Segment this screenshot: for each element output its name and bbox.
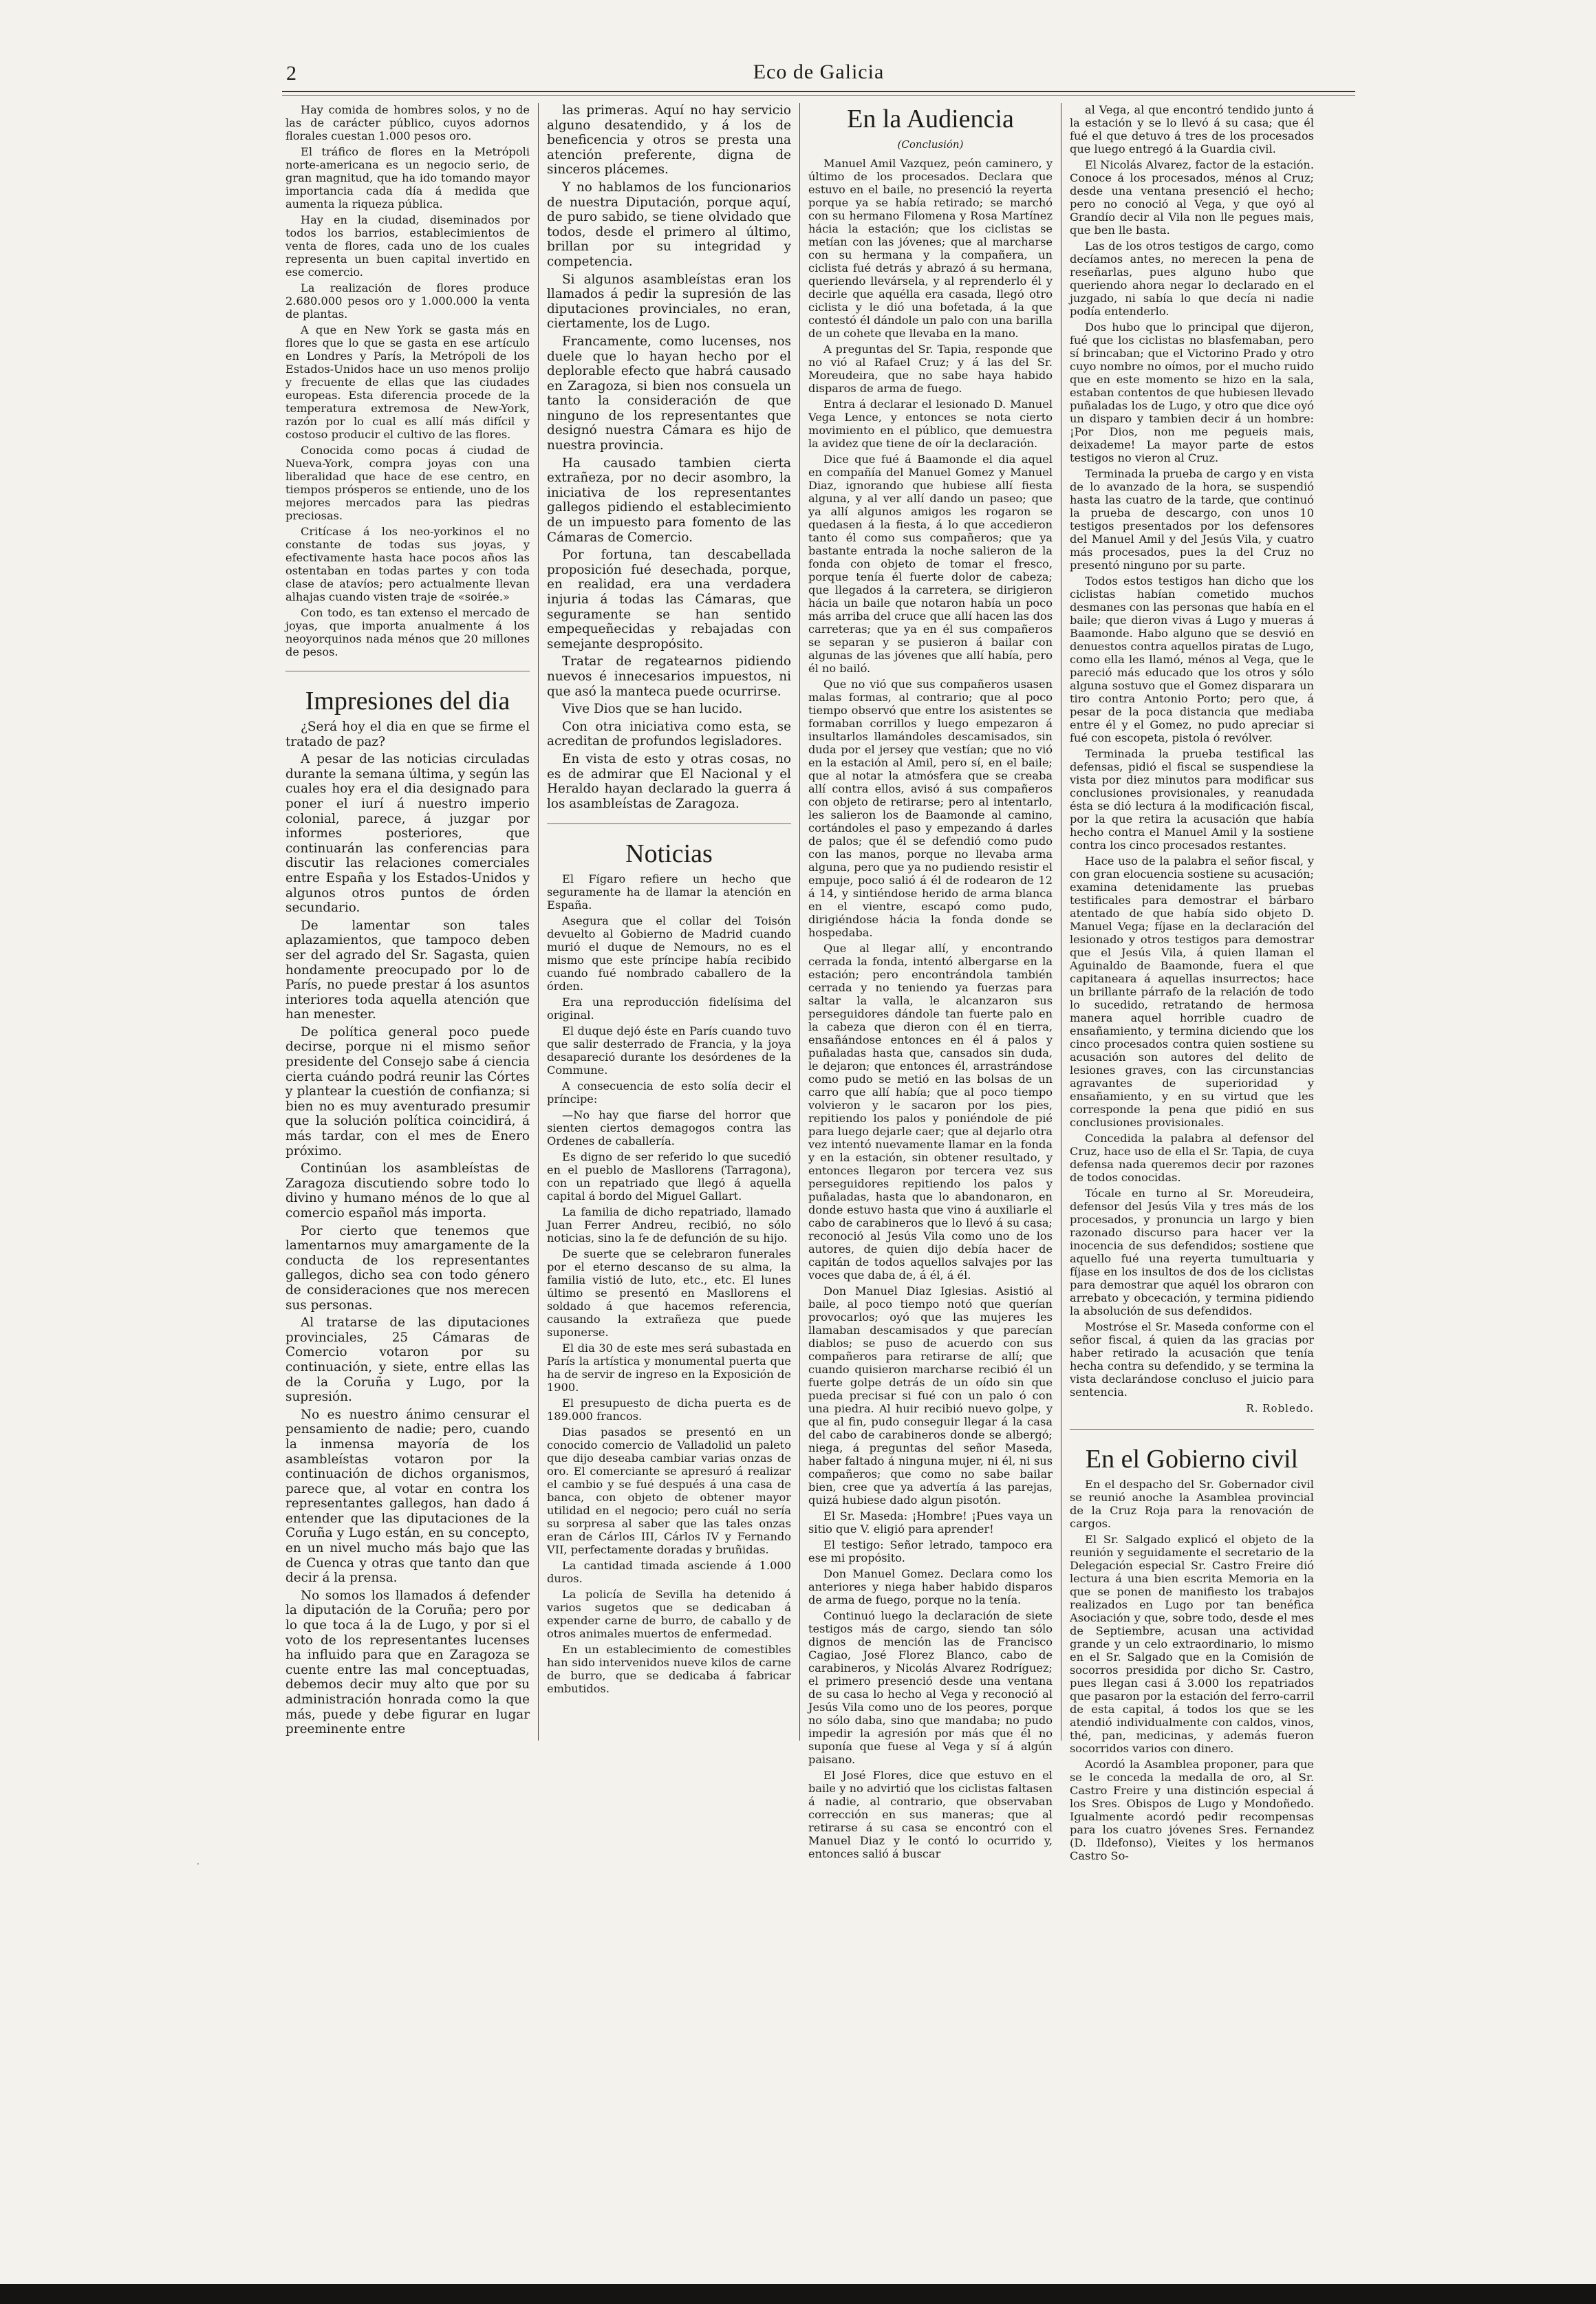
paragraph: —No hay que fiarse del horror que sienten ciertos demagogos contra las Ordenes de caballería. xyxy=(547,1108,791,1148)
article-signature: R. Robledo. xyxy=(1246,1402,1314,1414)
paragraph: Tócale en turno al Sr. Moreudeira, defensor del Jesús Vila y tres más de los procesados, y pronuncia un largo y bien razonado discurso para hacer ver la inocencia de sus defendidos; sostiene que aquello fué una reyerta tumultuaria y fíjase en los insultos de dos de los ciclistas para demostrar que aquél los obraron con arrebato y obcecación, y termina pidiendo la absolución de sus defendidos. xyxy=(1070,1187,1314,1317)
column-1 xyxy=(285,103,530,1740)
gobierno-section xyxy=(1070,1429,1314,1475)
impresiones-section xyxy=(285,671,530,717)
paragraph: Hay comida de hombres solos, y no de las de carácter público, cuyos adornos florales cuestan 1.000 pesos oro. xyxy=(285,103,530,142)
paragraph: Si algunos asambleístas eran los llamados á pedir la supresión de las diputaciones provinciales, no eran, ciertamente, los de Lugo. xyxy=(547,272,791,332)
paragraph: El José Flores, dice que estuvo en el baile y no advirtió que los ciclistas faltasen á nadie, al contrario, que observaban corrección en sus maneras; que al retirarse á su casa se encontró con el Manuel Diaz y le contó lo ocurrido y, entonces salió á buscar xyxy=(808,1768,1053,1860)
col1-intro xyxy=(285,103,530,658)
paragraph: Con otra iniciativa como esta, se acreditan de profundos legisladores. xyxy=(547,719,791,749)
paragraph: Es digno de ser referido lo que sucedió en el pueblo de Masllorens (Tarragona), con un repatriado que llegó á aquella capital á bordo del Miguel Gallart. xyxy=(547,1150,791,1203)
paragraph: En un establecimiento de comestibles han sido intervenidos nueve kilos de carne de burro, que se dedicaba á fabricar embutidos. xyxy=(547,1643,791,1696)
paragraph: Que no vió que sus compañeros usasen malas formas, al contrario; que al poco tiempo observó que entre los asistentes se formaban corrillos y luego empezaron á insultarlos llamándoles descamisados, sin duda por el jersey que vestían; que no vió en la estación al Amil, pero sí, en el baile; que al notar la atmósfera que se creaba allí contra ellos, avisó á sus compañeros con objeto de retirarse; pero al intentarlo, les salieron los de Baamonde al camino, cortándoles el paso y empezando á darles de palos; que él se defendió como pudo con las manos, porque no llevaba arma alguna, pero que ya no pudiendo resistir el empuje, poco salió á él de rodearon de 12 á 14, y sintiéndose herido de arma blanca en el vientre, escapó como pudo, dirigiéndose hácia la fonda donde se hospedaba. xyxy=(808,677,1053,939)
paragraph: A pesar de las noticias circuladas durante la semana última, y según las cuales hoy era el dia designado para poner el iurí á nuestro imperio colonial, parece, á juzgar por informes posteriores, que continuarán las conferencias para discutir las relaciones comerciales entre España y los Estados-Unidos y algunos otros puntos de órden secundario. xyxy=(285,752,530,916)
paragraph: Mostróse el Sr. Maseda conforme con el señor fiscal, á quien da las gracias por haber retirado la acusación que tenía hecha contra su defendido, y se termina la vista declarándose concluso el juicio para sentencia. xyxy=(1070,1320,1314,1399)
paragraph: El dia 30 de este mes será subastada en París la artística y monumental puerta que ha de servir de ingreso en la Exposición de 1900. xyxy=(547,1342,791,1395)
paragraph: Con todo, es tan extenso el mercado de joyas, que importa anualmente á los neoyorquinos nada ménos que 20 millones de pesos. xyxy=(285,606,530,658)
paragraph: Critícase á los neo-yorkinos el no constante de todas sus joyas, y efectivamente hasta hace pocos años las ostentaban en todas partes y con toda clase de atavíos; pero actualmente llevan alhajas cuando visten traje de «soirée.» xyxy=(285,525,530,603)
paragraph: La cantidad timada asciende á 1.000 duros. xyxy=(547,1559,791,1586)
paragraph: No somos los llamados á defender la diputación de la Coruña; pero por lo que toca á la de Lugo, y por si el voto de los representantes lucenses ha influido para que en Zaragoza se cuente entre las mal conceptuadas, debemos decir muy alto que por su administración honrada como la que más, puede y debe figurar en lugar preeminente entre xyxy=(285,1588,530,1737)
paragraph: El Sr. Salgado explicó el objeto de la reunión y seguidamente el secretario de la Delegación especial Sr. Castro Freire dió lectura á una bien escrita Memoria en la que se ponen de manifiesto los trabajos realizados en Lugo por tan benéfica Asociación y que, sobre todo, desde el mes de Septiembre, acusan una actividad grande y un celo extraordinario, lo mismo en el Sr. Salgado que en la Comisión de socorros presidida por dicho Sr. Castro, pues llegan casi á 3.000 los repatriados que pasaron por la estación del ferro-carril de esta capital, á todos los que se les atendió individualmente con caldos, vinos, thé, pan, medicinas, y además fueron socorridos varios con dinero. xyxy=(1070,1532,1314,1755)
page-bottom-edge xyxy=(0,2284,1596,2304)
paragraph: De política general poco puede decirse, porque ni el mismo señor presidente del Consejo sabe á ciencia cierta cuándo podrá reunir las Córtes y plantear la cuestión de confianza; si bien no es muy aventurado presumir que la solución política coincidirá, á más tardar, con el mes de Enero próximo. xyxy=(285,1024,530,1159)
paragraph: al Vega, al que encontró tendido junto á la estación y se lo llevó á su casa; que él fué el que detuvo á tres de los procesados que luego entregó á la Guardia civil. xyxy=(1070,103,1314,155)
col1-body xyxy=(285,720,530,1737)
paragraph: Terminada la prueba de cargo y en vista de lo avanzado de la hora, se suspendió hasta las cuatro de la tarde, que continuó la prueba de descargo, con unos 10 testigos presentados por los defensores del Manuel Amil y del Jesús Vila, y cuatro más procesados, pues la del Cruz no presentó ninguno por su parte. xyxy=(1070,467,1314,572)
paragraph: No es nuestro ánimo censurar el pensamiento de nadie; pero, cuando la inmensa mayoría de los asambleístas votaron por la continuación de dichos organismos, parece que, al votar en contra los representantes gallegos, han dado á entender que las diputaciones de la Coruña y Lugo están, en su concepto, en un nivel mucho más bajo que las de Cuenca y otras que tanto dan que decir á la prensa. xyxy=(285,1407,530,1586)
paragraph: El tráfico de flores en la Metrópoli norte-americana es un negocio serio, de gran magnitud, que ha ido tomando mayor importancia cada día á medida que aumenta la riqueza pública. xyxy=(285,145,530,211)
paragraph: Tratar de regatearnos pidiendo nuevos é innecesarios impuestos, ni que asó la manteca puede ocurrirse. xyxy=(547,654,791,699)
paragraph: El testigo: Señor letrado, tampoco era ese mi propósito. xyxy=(808,1538,1053,1564)
paragraph: las primeras. Aquí no hay servicio alguno desatendido, y á los de beneficencia y otros se presta una atención preferente, digna de sinceros plácemes. xyxy=(547,103,791,177)
paragraph: En vista de esto y otras cosas, no es de admirar que El Nacional y el Heraldo hayan declarado la guerra á los asambleístas de Zaragoza. xyxy=(547,751,791,811)
paragraph: De suerte que se celebraron funerales por el eterno descanso de su alma, la familia vistió de luto, etc., etc. El lunes último se presentó en Masllorens el soldado á que hacemos referencia, causando la extrañeza que puede suponerse. xyxy=(547,1247,791,1339)
col2-body xyxy=(547,103,791,811)
column-rule xyxy=(538,103,539,1741)
paragraph: De lamentar son tales aplazamientos, que tampoco deben ser del agrado del Sr. Sagasta, quien hondamente preocupado por lo de París, no puede prestar á los asuntos interiores toda aquella atención que han menester. xyxy=(285,918,530,1022)
paragraph: Don Manuel Gomez. Declara como los anteriores y niega haber habido disparos de arma de fuego, porque no la tenía. xyxy=(808,1566,1053,1606)
column-4 xyxy=(1070,103,1314,1865)
paragraph: Concedida la palabra al defensor del Cruz, hace uso de ella el Sr. Tapia, de cuya defensa nada queremos decir por razones de todos conocidas. xyxy=(1070,1132,1314,1184)
paragraph: Por fortuna, tan descabellada proposición fué desechada, porque, en realidad, era una verdadera injuria á todas las Cámaras, que seguramente se han sentido empequeñecidas y rebajadas con semejante despropósito. xyxy=(547,548,791,652)
section-title-gobierno-civil: En el Gobierno civil xyxy=(1085,1444,1299,1474)
paragraph: Dos hubo que lo principal que dijeron, fué que los ciclistas no blasfemaban, pero sí brincaban; que el Victorino Prado y otro cuyo nombre no oímos, por el mucho ruido que en este momento se hizo en la sala, estaban contentos de que hubiesen llevado puñaladas los de Lugo, y otro que dice oyó un disparo y tambien decir á un hombre: ¡Por Dios, non me pegueis mais, deixademe! La mayor parte de estos testigos no vieron al Cruz. xyxy=(1070,321,1314,464)
section-title-audiencia: En la Audiencia xyxy=(847,105,1014,133)
paragraph: A preguntas del Sr. Tapia, responde que no vió al Rafael Cruz; y á las del Sr. Moreudeira, que no sabe haya habido disparos de arma de fuego. xyxy=(808,342,1053,395)
paragraph: La policía de Sevilla ha detenido á varios sugetos que se dedicaban á expender carne de burro, de caballo y de otros animales muertos de enfermedad. xyxy=(547,1588,791,1641)
paragraph: El Nicolás Alvarez, factor de la estación. Conoce á los procesados, ménos al Cruz; desde una ventana presenció el hecho; pero no conoció al Vega, y que oyó al Grandío decir al Vila non lle pegues mais, que ben lle basta. xyxy=(1070,158,1314,237)
col3-body xyxy=(808,157,1053,1860)
paragraph: Hace uso de la palabra el señor fiscal, y con gran elocuencia sostiene su acusación; examina detenidamente las pruebas testificales para demostrar el bárbaro atentado de que había sido objeto D. Manuel Vega; fíjase en la declaración del lesionado y otros testigos para demostrar que el Jesús Vila, á quien llaman el Aguinaldo de Baamonde, fuera el que capitaneara á aquellas insurrectos; hace un brillante párrafo de la relación de todo lo sucedido, retratando de hermosa manera aquel horrible cuadro de ensañamiento, y termina diciendo que los cinco procesados contra quien sostiene su acusación son autores del delito de lesiones graves, con las circunstancias agravantes de superioridad y ensañamiento, y en su virtud que les corresponde la pena que pidió en sus conclusiones provisionales. xyxy=(1070,854,1314,1129)
paragraph: Vive Dios que se han lucido. xyxy=(562,702,743,717)
paragraph: En el despacho del Sr. Gobernador civil se reunió anoche la Asamblea provincial de la Cruz Roja para la renovación de cargos. xyxy=(1070,1477,1314,1530)
paragraph: Terminada la prueba testifical las defensas, pidió el fiscal se suspendiese la vista por diez minutos para modificar sus conclusiones provisionales, y reanudada ésta se dió lectura á la modificación fiscal, por la que retira la acusación que había hecho contra el Manuel Amil y la sostiene contra los cinco procesados restantes. xyxy=(1070,747,1314,852)
col2-news xyxy=(547,872,791,1695)
page-number: 2 xyxy=(286,62,296,85)
noticias-section xyxy=(547,823,791,870)
paragraph: Todos estos testigos han dicho que los ciclistas habían cometido muchos desmanes con las personas que había en el baile; que dieron vivas á Lugo y mueras á Baamonde. Habo alguno que se desvió en denuestos contra aquellos piratas de Lugo, como ella les llamó, ménos al Vega, que le pareció más educado que los otros y sólo alguna sostuvo que el Gomez disparara un tiro contra Antonio Porto; pero que, á pesar de la poca distancia que mediaba entre él y el Gomez, no pudo apreciar si fué con escopeta, pistola ó revólver. xyxy=(1070,574,1314,744)
section-title-impresiones: Impresiones del dia xyxy=(305,687,510,715)
paragraph: Era una reproducción fidelísima del original. xyxy=(547,995,791,1022)
paragraph: Hay en la ciudad, diseminados por todos los barrios, establecimientos de venta de flores, cada uno de los cuales representa un buen capital invertido en ese comercio. xyxy=(285,213,530,279)
newspaper-title: Eco de Galicia xyxy=(753,61,885,83)
paragraph: Las de los otros testigos de cargo, como decíamos antes, no merecen la pena de reseñarlas, pues alguno hubo que queriendo ahora negar lo declarado en el juzgado, ni sabía lo que decía ni nadie podía entenderlo. xyxy=(1070,239,1314,318)
print-mark: ⸱ xyxy=(197,1859,200,1870)
paragraph: Asegura que el collar del Toisón devuelto al Gobierno de Madrid cuando murió el duque de Nemours, no es el mismo que este príncipe había recibido cuando fué nombrado caballero de la órden. xyxy=(547,914,791,993)
paragraph: Continuó luego la declaración de siete testigos más de cargo, siendo tan sólo dignos de mención las de Francisco Cagiao, José Florez Blanco, cabo de carabineros, y Nicolás Alvarez Rodríguez; el primero presenció desde una ventana de su casa lo hecho al Vega y reconoció al Jesús Vila como uno de los peores, porque no sólo daba, sino que mandaba; no pudo impedir la agresión por más que él no suponía que fuese al Vega y sí á algún paisano. xyxy=(808,1608,1053,1766)
paragraph: Que al llegar allí, y encontrando cerrada la fonda, intentó albergarse en la estación; pero encontrándola también cerrada y no teniendo ya fuerzas para saltar la valla, le alcanzaron sus perseguidores dándole tan fuerte palo en la cabeza que dieron con él en tierra, ensañándose entonces en él á palos y puñaladas hasta que, cansados sin duda, le dejaron; que entonces él, arrastrándose como pudo se metió en las bolsas de un carro que allí había; que al poco tiempo volvieron y le sacaron por los pies, repitiendo los palos y poniéndole de pié para luego dejarle caer; que al dejarlo otra vez intentó nuevamente llamar en la fonda y en la estación, sin obtener resultado, y entonces llegaron por tercera vez sus perseguidores repitiendo los palos y puñaladas, hasta que lo abandonaron, en donde estuvo hasta que vino á auxiliarle el cabo de carabineros que lo llevó á su casa; reconoció al Jesús Vila como uno de los autores, de quien dijo debía hacer de capitán de todos aquellos salvajes por las voces que daba de, á él, á él. xyxy=(808,941,1053,1282)
paragraph: El presupuesto de dicha puerta es de 189.000 francos. xyxy=(547,1397,791,1423)
paragraph: A que en New York se gasta más en flores que lo que se gasta en ese artículo en Londres y París, la Metrópoli de los Estados-Unidos hace un uso menos prolijo y frecuente de ellas que las ciudades europeas. Esta diferencia procede de la temperatura extremosa de New-York, razón por lo cual es allí más difícil y costoso producir el cultivo de las flores. xyxy=(285,323,530,441)
column-3 xyxy=(808,103,1053,1863)
paragraph: Y no hablamos de los funcionarios de nuestra Diputación, porque aquí, de puro sabido, se tiene olvidado que todos, desde el primero al último, brillan por su integridad y competencia. xyxy=(547,180,791,269)
header-rule xyxy=(282,91,1355,96)
paragraph: El duque dejó éste en París cuando tuvo que salir desterrado de Francia, y la joya desapareció durante los desórdenes de la Commune. xyxy=(547,1024,791,1077)
column-2 xyxy=(547,103,791,1698)
paragraph: ¿Será hoy el dia en que se firme el tratado de paz? xyxy=(285,720,530,749)
paragraph: Don Manuel Diaz Iglesias. Asistió al baile, al poco tiempo notó que querían provocarlos; oyó que las mujeres les llamaban descamisados y que parecían diablos; se puso de acuerdo con sus compañeros para retirarse de allí; que cuando quisieron marcharse recibió él un fuerte golpe detrás de un oído sin que pueda precisar si fué con un palo ó con una piedra. Al huir recibió nuevo golpe, y que al fin, pudo conseguir llegar á la casa del cabo de carabineros donde se albergó; niega, á preguntas del señor Maseda, haber faltado á ninguna mujer, ni él, ni sus compañeros; que como no sabe bailar bien, cree que ya advertía á las parejas, quizá hubiese dado algun pisotón. xyxy=(808,1284,1053,1507)
paragraph: Al tratarse de las diputaciones provinciales, 25 Cámaras de Comercio votaron por su continuación, y siete, entre ellas las de la Coruña y Lugo, por la supresión. xyxy=(285,1315,530,1405)
paragraph: Continúan los asambleístas de Zaragoza discutiendo sobre todo lo divino y humano ménos de lo que al comercio español más importa. xyxy=(285,1161,530,1220)
col4-section-body xyxy=(1070,1478,1314,1862)
paragraph: El Fígaro refiere un hecho que seguramente ha de llamar la atención en España. xyxy=(547,872,791,912)
paragraph: El Sr. Maseda: ¡Hombre! ¡Pues vaya un sitio que V. eligió para aprender! xyxy=(808,1509,1053,1536)
paragraph: Entra á declarar el lesionado D. Manuel Vega Lence, y entonces se nota cierto movimiento en el público, que demuestra la avidez que tiene de oír la declaración. xyxy=(808,397,1053,450)
paragraph: Manuel Amil Vazquez, peón caminero, y último de los procesados. Declara que estuvo en el baile, no presenció la reyerta porque ya se había retirado; se marchó con su hermano Filomena y Rosa Martínez hácia la estación; que los ciclistas se metían con las jóvenes; que al marcharse con su hermana y la compañera, un ciclista fué detrás y abrazó á su hermana, queriendo llevársela, y al reprenderlo él y decirle que aquélla era casada, llegó otro ciclista y le dió una bofetada, á la que contestó él dándole un palo con una barilla de un cohete que llevaba en la mano. xyxy=(808,156,1053,340)
paragraph: A consecuencia de esto solía decir el príncipe: xyxy=(547,1079,791,1106)
section-subtitle: (Conclusión) xyxy=(897,138,964,151)
paragraph: Conocida como pocas á ciudad de Nueva-York, compra joyas con una liberalidad que hace de ese centro, en tiempos prósperos se entiende, uno de los mejores mercados para las piedras preciosas. xyxy=(285,444,530,522)
paragraph: La familia de dicho repatriado, llamado Juan Ferrer Andreu, recibió, no sólo noticias, sino la fe de defunción de su hijo. xyxy=(547,1205,791,1245)
paragraph: Por cierto que tenemos que lamentarnos muy amargamente de la conducta de los representantes gallegos, dicho sea con todo género de consideraciones que nos merecen sus personas. xyxy=(285,1223,530,1313)
section-title-noticias: Noticias xyxy=(625,839,713,869)
paragraph: Ha causado tambien cierta extrañeza, por no decir asombro, la iniciativa de los representantes gallegos pidiendo el establecimiento de un impuesto para fomento de las Cámaras de Comercio. xyxy=(547,455,791,545)
paragraph: Dias pasados se presentó en un conocido comercio de Valladolid un paleto que dijo deseaba cambiar varias onzas de oro. El comerciante se apresuró á realizar el cambio y se fué después á una casa de banca, con objeto de obtener mayor utilidad en el negocio; pero cuál no sería su sorpresa al saber que las tales onzas eran de Cárlos III, Cárlos IV y Fernando VII, perfectamente doradas y bruñidas. xyxy=(547,1425,791,1557)
paragraph: Francamente, como lucenses, nos duele que lo hayan hecho por el deplorable efecto que habrá causado en Zaragoza, si bien nos consuela un tanto la consideración de que ninguno de los representantes que designó nuestra Cámara es hijo de nuestra provincia. xyxy=(547,334,791,453)
col4-body xyxy=(1070,103,1314,1399)
page-header xyxy=(282,61,1355,88)
paragraph: Dice que fué á Baamonde el dia aquel en compañía del Manuel Gomez y Manuel Diaz, ignorando que hubiese allí fiesta alguna, y al ver allí dando un paseo; que ya allí algunos amigos les rogaron se quedasen á la fiesta, á lo que accedieron tanto él como sus compañeros; que ya bastante entrada la noche salieron de la fonda con objeto de tomar el fresco, porque tenía él fuerte dolor de cabeza; que llegados á la carretera, se dirigieron hácia un baile que notaron había un poco más arriba del cruce que allí hacen las dos carreteras; que ya en él sus compañeros se separan y se pusieron á bailar con algunas de las jóvenes que allí había, pero él no bailó. xyxy=(808,452,1053,675)
paragraph: La realización de flores produce 2.680.000 pesos oro y 1.000.000 la venta de plantas. xyxy=(285,281,530,321)
paragraph: Acordó la Asamblea proponer, para que se le conceda la medalla de oro, al Sr. Castro Freire y una distinción especial á los Sres. Obispos de Lugo y Mondoñedo. Igualmente acordó pedir recompensas para los cuatro jóvenes Sres. Fernandez (D. Ildefonso), Vieites y los hermanos Castro So- xyxy=(1070,1757,1314,1862)
column-rule xyxy=(799,103,800,1741)
